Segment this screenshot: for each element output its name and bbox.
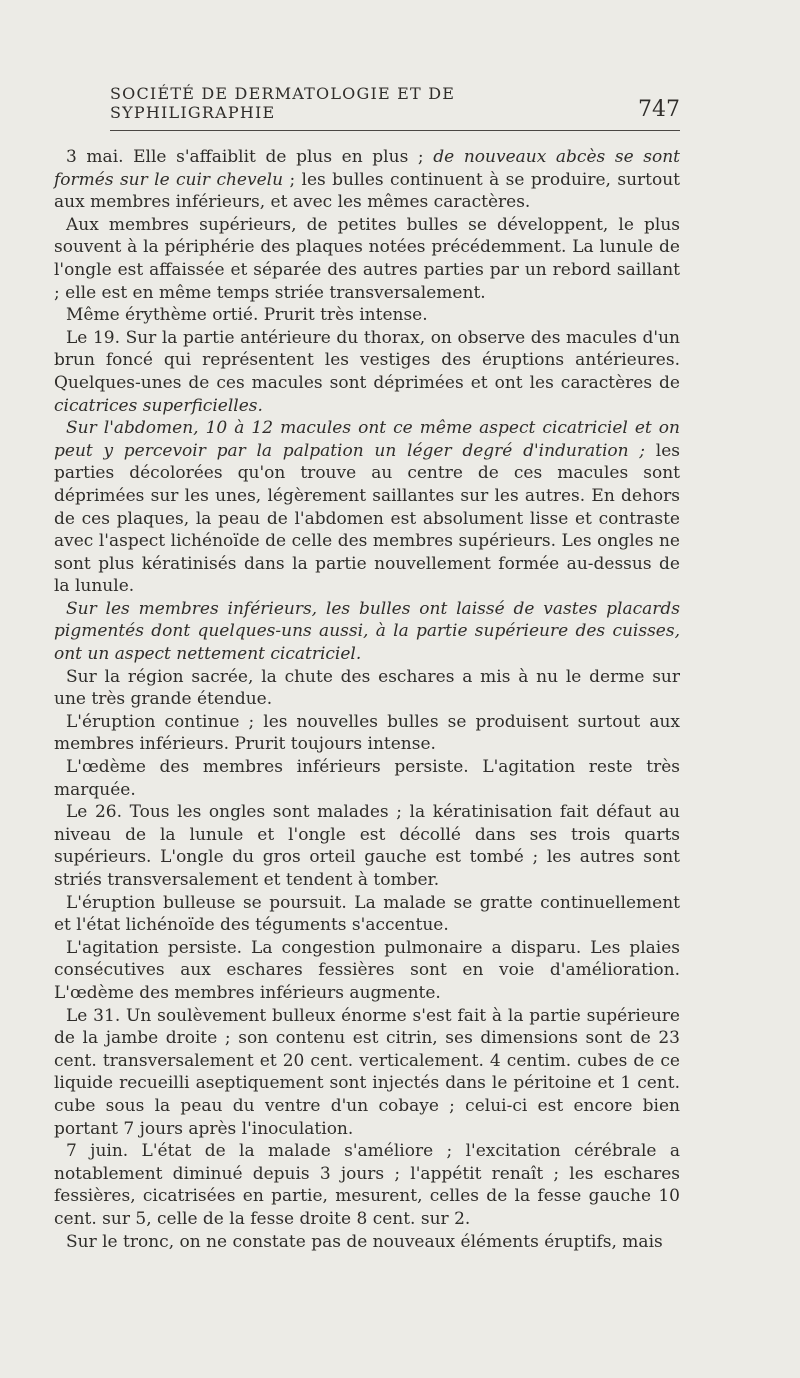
page-number: 747 bbox=[638, 97, 680, 122]
paragraph-le-31: Le 31. Un soulèvement bulleux énorme s'est fait à la partie supérieure de la jambe droite ; son contenu est citrin, ses dimensions sont de 23 cent. transversalement et 20 cent. verticalement. 4 centim. cubes de ce liquide recueilli aseptiquement sont injectés dans le péritoine et 1 cent. cube sous la peau du ventre d'un cobaye ; celui-ci est encore bien portant 7 jours après l'inoculation. bbox=[54, 1005, 680, 1139]
running-head bbox=[110, 84, 680, 122]
paragraph-3-mai: 3 mai. Elle s'affaiblit de plus en plus ; de nouveaux abcès se sont formés sur le cuir chevelu ; les bulles continuent à se produire, surtout aux membres inférieurs, et avec les mêmes caractères. bbox=[54, 147, 680, 213]
paragraph: L'agitation persiste. La congestion pulmonaire a disparu. Les plaies consécutives aux eschares fessières sont en voie d'amélioration. L'œdème des membres inférieurs augmente. bbox=[54, 937, 680, 1003]
paragraph: L'œdème des membres inférieurs persiste. L'agitation reste très marquée. bbox=[54, 757, 680, 800]
paragraph-le-19: Le 19. Sur la partie antérieure du thorax, on observe des macules d'un brun foncé qui représentent les vestiges des éruptions antérieures. Quelques-unes de ces macules sont déprimées et ont les caractères de cicatrices superficielles. bbox=[54, 327, 680, 416]
paragraph: L'éruption continue ; les nouvelles bulles se produisent surtout aux membres inférieurs. Prurit toujours intense. bbox=[54, 711, 680, 755]
paragraph: Même érythème ortié. Prurit très intense. bbox=[66, 305, 428, 326]
paragraph-membres-inferieurs: Sur les membres inférieurs, les bulles ont laissé de vastes placards pigmentés dont quelques-uns aussi, à la partie supérieure des cuisses, ont un aspect nettement cicatriciel. bbox=[54, 598, 680, 665]
running-title: SOCIÉTÉ DE DERMATOLOGIE ET DE SYPHILIGRAPHIE bbox=[110, 84, 456, 122]
paragraph: L'éruption bulleuse se poursuit. La malade se gratte continuellement et l'état lichénoïde des téguments s'accentue. bbox=[54, 892, 680, 936]
header-rule bbox=[110, 130, 680, 131]
paragraph-7-juin: 7 juin. L'état de la malade s'améliore ; l'excitation cérébrale a notablement diminué depuis 3 jours ; l'appétit renaît ; les eschares fessières, cicatrisées en partie, mesurent, celles de la fesse gauche 10 cent. sur 5, celle de la fesse droite 8 cent. sur 2. bbox=[54, 1141, 680, 1229]
paragraph: Sur le tronc, on ne constate pas de nouveaux éléments éruptifs, mais bbox=[66, 1231, 663, 1252]
paragraph: Sur la région sacrée, la chute des eschares a mis à nu le derme sur une très grande étendue. bbox=[54, 666, 680, 710]
paragraph-le-26: Le 26. Tous les ongles sont malades ; la kératinisation fait défaut au niveau de la lunule et l'ongle est décollé dans ses trois quarts supérieurs. L'ongle du gros orteil gauche est tombé ; les autres sont striés transversalement et tendent à tomber. bbox=[54, 802, 680, 890]
paragraph-abdomen: Sur l'abdomen, 10 à 12 macules ont ce même aspect cicatriciel et on peut y percevoir par la palpation un léger degré d'induration ; les parties décolorées qu'on trouve au centre de ces macules sont déprimées sur les unes, légèrement saillantes sur les autres. En dehors de ces plaques, la peau de l'abdomen est absolument lisse et contraste avec l'aspect lichénoïde de celle des membres supérieurs. Les ongles ne sont plus kératinisés dans la partie nouvellement formée au-dessus de la lunule. bbox=[54, 418, 680, 597]
paragraph: Aux membres supérieurs, de petites bulles se développent, le plus souvent à la périphérie des plaques notées précédemment. La lunule de l'ongle est affaissée et séparée des autres parties par un rebord saillant ; elle est en même temps striée transversalement. bbox=[54, 214, 680, 303]
body-text bbox=[54, 146, 680, 1253]
